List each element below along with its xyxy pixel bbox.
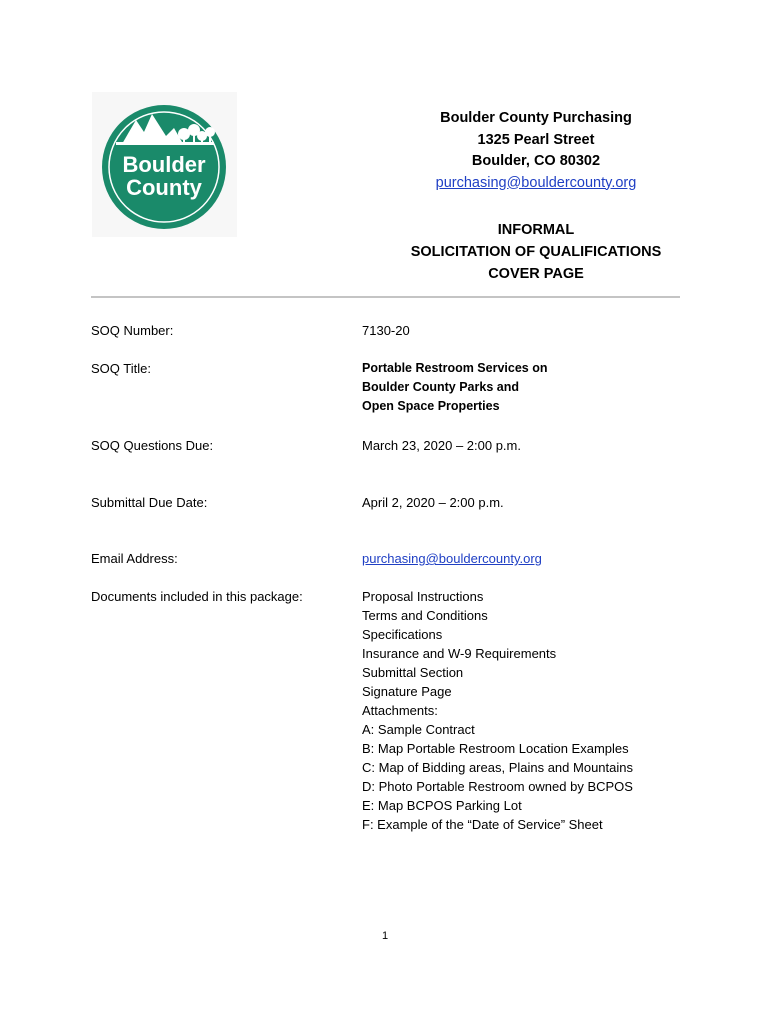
submittal-due-value: April 2, 2020 – 2:00 p.m. (362, 495, 504, 510)
document-item: C: Map of Bidding areas, Plains and Mountains (362, 760, 633, 775)
questions-due-value: March 23, 2020 – 2:00 p.m. (362, 438, 521, 453)
document-item: F: Example of the “Date of Service” Sheet (362, 817, 603, 832)
header-divider (91, 296, 680, 298)
header-email-link[interactable]: purchasing@bouldercounty.org (435, 174, 637, 191)
soq-title-value (362, 359, 682, 416)
logo-text-line1: Boulder (122, 152, 206, 177)
title-line-1: INFORMAL (497, 222, 575, 238)
soq-number-value: 7130-20 (362, 323, 410, 338)
soq-title-line: Open Space Properties (362, 399, 500, 413)
document-item: Proposal Instructions (362, 589, 484, 604)
questions-due-label: SOQ Questions Due: (91, 438, 214, 453)
documents-list (362, 587, 682, 834)
logo-text-line2: County (126, 175, 202, 200)
document-item: Signature Page (362, 684, 452, 699)
document-item: E: Map BCPOS Parking Lot (362, 798, 522, 813)
email-label: Email Address: (91, 551, 178, 566)
document-item: Specifications (362, 627, 443, 642)
title-line-3: COVER PAGE (488, 266, 584, 282)
soq-title-label: SOQ Title: (91, 361, 151, 376)
document-item: B: Map Portable Restroom Location Examples (362, 741, 629, 756)
org-name: Boulder County Purchasing (440, 110, 632, 126)
boulder-county-logo (92, 92, 237, 237)
document-item: D: Photo Portable Restroom owned by BCPOS (362, 779, 633, 794)
city-state-zip: Boulder, CO 80302 (471, 153, 601, 169)
logo-mark (92, 92, 237, 237)
soq-title-line: Portable Restroom Services on (362, 361, 548, 375)
document-item: Attachments: (362, 703, 438, 718)
document-item: A: Sample Contract (362, 722, 475, 737)
document-item: Terms and Conditions (362, 608, 488, 623)
document-item: Insurance and W-9 Requirements (362, 646, 557, 661)
email-link[interactable]: purchasing@bouldercounty.org (362, 551, 542, 566)
purchasing-address (392, 108, 680, 194)
title-line-2: SOLICITATION OF QUALIFICATIONS (410, 244, 662, 260)
submittal-due-label: Submittal Due Date: (91, 495, 208, 510)
soq-number-label: SOQ Number: (91, 323, 174, 338)
soq-title-line: Boulder County Parks and (362, 380, 519, 394)
document-title (392, 219, 680, 285)
street-address: 1325 Pearl Street (477, 131, 595, 148)
page-number: 1 (381, 930, 389, 942)
document-item: Submittal Section (362, 665, 464, 680)
documents-label: Documents included in this package: (91, 589, 303, 604)
